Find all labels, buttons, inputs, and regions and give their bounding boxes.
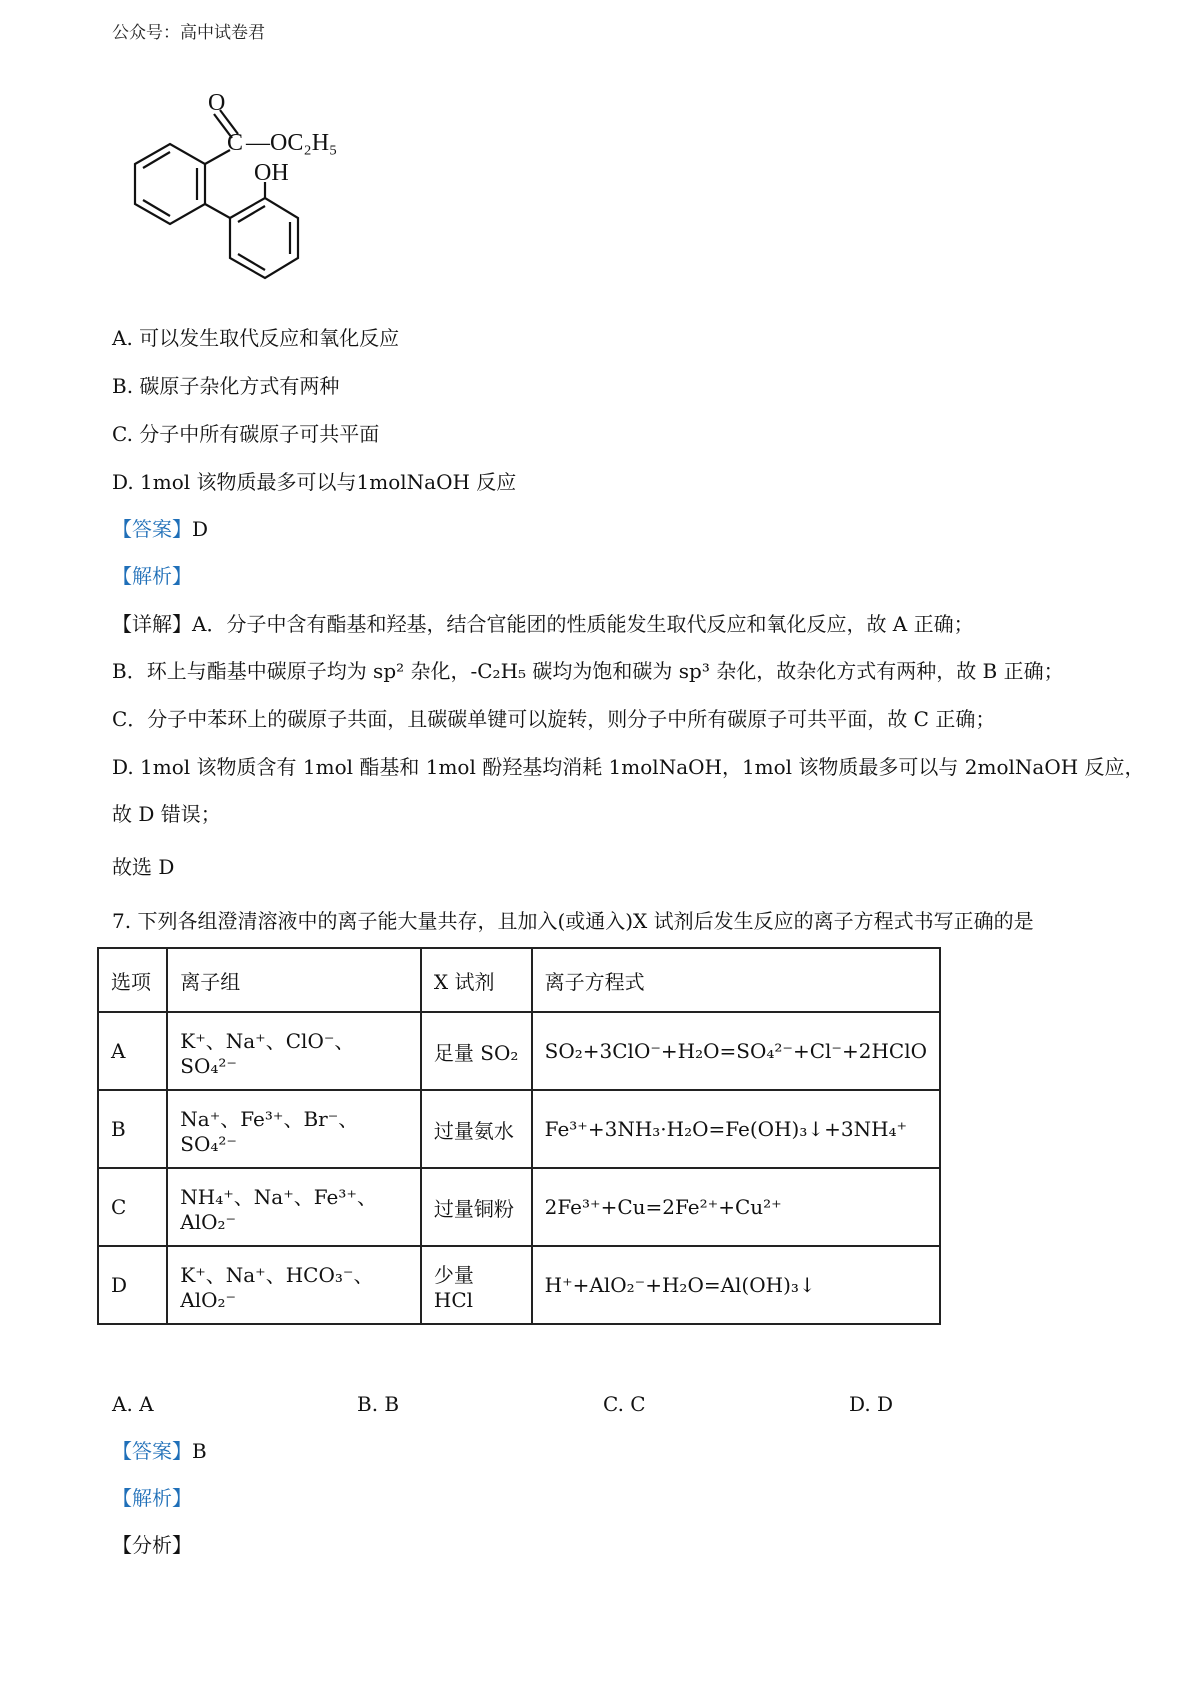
row-equation: H⁺+AlO₂⁻+H₂O=Al(OH)₃↓ bbox=[532, 1246, 940, 1324]
q7-stem: 7. 下列各组澄清溶液中的离子能大量共存，且加入(或通入)X 试剂后发生反应的离子方程式书写正确的是 bbox=[112, 909, 1034, 933]
table-header-cell: X 试剂 bbox=[421, 948, 532, 1012]
analysis-tag: 【解析】 bbox=[112, 564, 192, 588]
benzene-ring-right bbox=[230, 198, 298, 278]
detail-d-line2: 故 D 错误； bbox=[112, 802, 221, 826]
benzene-ring-left bbox=[135, 144, 205, 224]
option-d: D. 1mol 该物质最多可以与1molNaOH 反应 bbox=[112, 470, 517, 494]
table-row bbox=[98, 1168, 940, 1246]
detail-a: 【详解】A．分子中含有酯基和羟基，结合官能团的性质能发生取代反应和氧化反应，故 A 正确； bbox=[112, 612, 974, 636]
row-reagent: 过量氨水 bbox=[421, 1090, 532, 1168]
row-ions: K⁺、Na⁺、ClO⁻、SO₄²⁻ bbox=[167, 1012, 421, 1090]
table-header-cell: 离子组 bbox=[167, 948, 421, 1012]
table-header-cell: 选项 bbox=[98, 948, 167, 1012]
hydroxyl-label: OH bbox=[254, 160, 289, 186]
row-equation: SO₂+3ClO⁻+H₂O=SO₄²⁻+Cl⁻+2HClO bbox=[532, 1012, 940, 1090]
q7-analysis-tag: 【解析】 bbox=[112, 1486, 192, 1510]
row-equation: 2Fe³⁺+Cu=2Fe²⁺+Cu²⁺ bbox=[532, 1168, 940, 1246]
row-reagent: 少量 HCl bbox=[421, 1246, 532, 1324]
table-row bbox=[98, 1090, 940, 1168]
table-header-cell: 离子方程式 bbox=[532, 948, 940, 1012]
page-header: 公众号：高中试卷君 bbox=[112, 23, 265, 43]
row-option: C bbox=[98, 1168, 167, 1246]
option-c: C. 分子中所有碳原子可共平面 bbox=[112, 422, 380, 446]
table-row bbox=[98, 1246, 940, 1324]
row-reagent: 过量铜粉 bbox=[421, 1168, 532, 1246]
molecule-structure bbox=[100, 90, 360, 300]
row-option: B bbox=[98, 1090, 167, 1168]
row-reagent: 足量 SO₂ bbox=[421, 1012, 532, 1090]
detail-c: C．分子中苯环上的碳原子共面，且碳碳单键可以旋转，则分子中所有碳原子可共平面，故 C 正确； bbox=[112, 707, 996, 731]
choice-a: A. A bbox=[112, 1392, 154, 1416]
row-ions: NH₄⁺、Na⁺、Fe³⁺、AlO₂⁻ bbox=[167, 1168, 421, 1246]
option-b: B. 碳原子杂化方式有两种 bbox=[112, 374, 340, 398]
detail-d-line1: D. 1mol 该物质含有 1mol 酯基和 1mol 酚羟基均消耗 1molNaOH，1mol 该物质最多可以与 2molNaOH 反应， bbox=[112, 755, 1145, 779]
answer-tag: 【答案】 bbox=[112, 517, 192, 541]
carbonyl-carbon-label: C bbox=[227, 130, 244, 156]
answer-line bbox=[112, 515, 208, 543]
ion-table bbox=[97, 947, 941, 1325]
detail-b: B．环上与酯基中碳原子均为 sp² 杂化，-C₂H₅ 碳均为饱和碳为 sp³ 杂化，故杂化方式有两种，故 B 正确； bbox=[112, 659, 1064, 683]
q7-answer-value: B bbox=[192, 1439, 207, 1463]
choice-b: B. B bbox=[357, 1392, 400, 1416]
table-header-row bbox=[98, 948, 940, 1012]
answer-value: D bbox=[192, 517, 209, 541]
row-option: A bbox=[98, 1012, 167, 1090]
choice-d: D. D bbox=[849, 1392, 894, 1416]
q7-answer-tag: 【答案】 bbox=[112, 1439, 192, 1463]
row-ions: K⁺、Na⁺、HCO₃⁻、AlO₂⁻ bbox=[167, 1246, 421, 1324]
option-a: A. 可以发生取代反应和氧化反应 bbox=[112, 326, 400, 350]
carbonyl-oxygen-label: O bbox=[208, 90, 226, 116]
table-row bbox=[98, 1012, 940, 1090]
row-equation: Fe³⁺+3NH₃·H₂O=Fe(OH)₃↓+3NH₄⁺ bbox=[532, 1090, 940, 1168]
choice-c: C. C bbox=[603, 1392, 646, 1416]
q7-answer-line bbox=[112, 1437, 207, 1465]
conclusion: 故选 D bbox=[112, 855, 175, 879]
row-ions: Na⁺、Fe³⁺、Br⁻、SO₄²⁻ bbox=[167, 1090, 421, 1168]
row-option: D bbox=[98, 1246, 167, 1324]
ethoxy-label: —OC₂H₅ bbox=[246, 130, 338, 156]
q7-fenxi-tag: 【分析】 bbox=[112, 1533, 192, 1557]
